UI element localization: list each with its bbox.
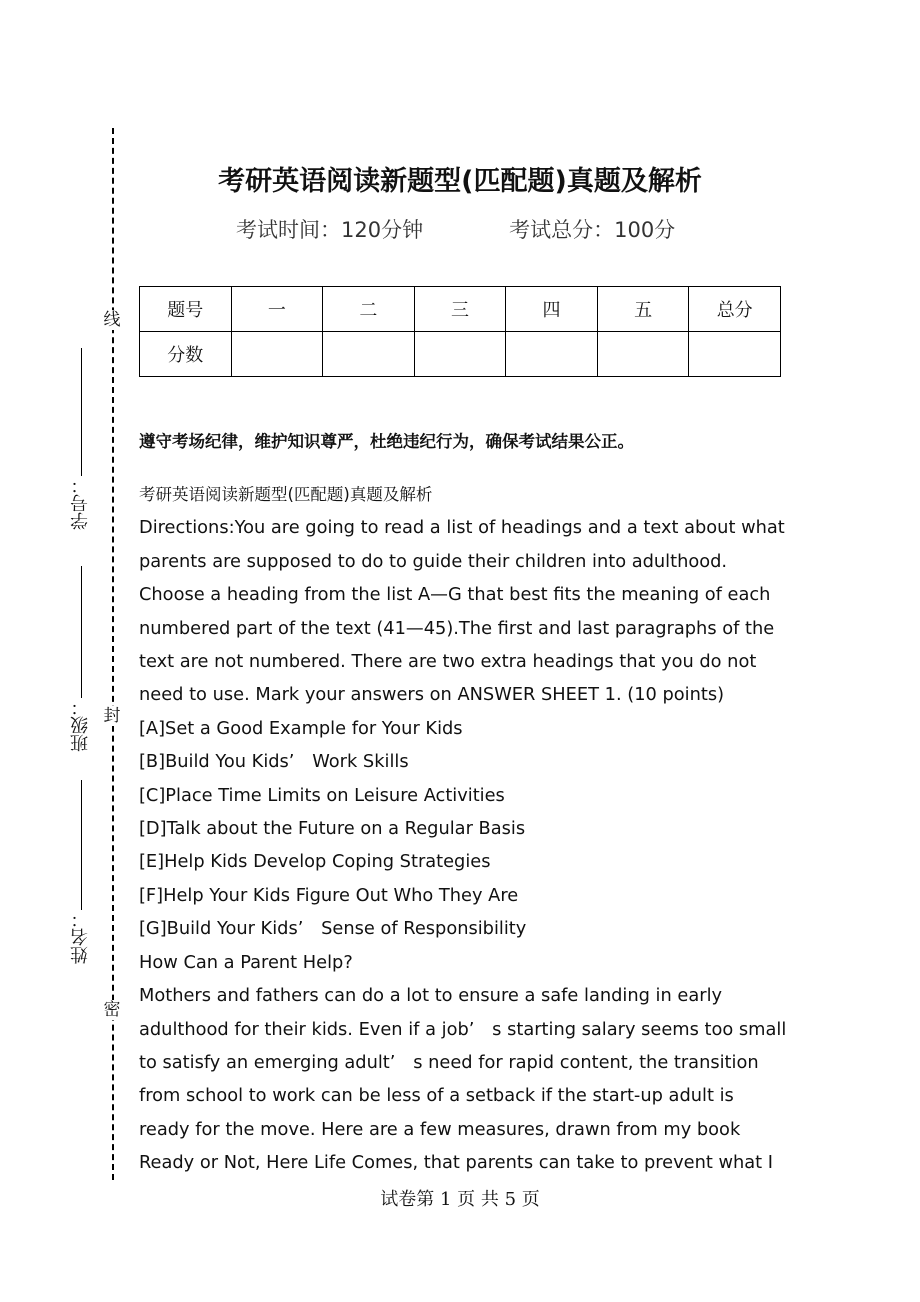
header-cell-3: 三 <box>414 287 506 332</box>
page-title: 考研英语阅读新题型(匹配题)真题及解析 <box>218 166 702 197</box>
binding-mark-seal: 封 <box>103 706 121 726</box>
option-b: [B]Build You Kids’ Work Skills <box>139 751 409 773</box>
option-e: [E]Help Kids Develop Coping Strategies <box>139 851 491 873</box>
option-g: [G]Build Your Kids’ Sense of Responsibility <box>139 918 527 940</box>
score-table-header-row <box>140 287 781 332</box>
class-blank <box>81 566 82 698</box>
binding-mark-line: 线 <box>103 310 121 330</box>
name-field <box>68 780 94 970</box>
student-id-field <box>68 348 94 536</box>
section-subtitle: 考研英语阅读新题型(匹配题)真题及解析 <box>139 485 433 504</box>
passage-paragraph: Mothers and fathers can do a lot to ensure a safe landing in early adulthood for their kids. Even if a job’ s starting salary seems too small to satisfy an emerging adult’ s need for rapid content, the transition from school to work can be less of a setback if the start-up adult is ready for the move. Here are a few measures, drawn from my book Ready or Not, Here Life Comes, that parents can take to prevent what I <box>139 985 787 1174</box>
exam-total-score: 考试总分：100分 <box>509 218 676 242</box>
option-a: [A]Set a Good Example for Your Kids <box>139 717 463 739</box>
score-row-label: 分数 <box>140 332 232 377</box>
header-cell-total: 总分 <box>689 287 781 332</box>
score-cell-3 <box>414 332 506 377</box>
binding-mark-secret: 密 <box>103 1000 121 1020</box>
header-cell-2: 二 <box>323 287 415 332</box>
class-field <box>68 566 94 758</box>
score-cell-4 <box>506 332 598 377</box>
directions-text: Directions:You are going to read a list of headings and a text about what parents are supposed to do to guide their children into adulthood. Choose a heading from the list A—G that best fits the meaning of each numbered part of the text (41—45).The first and last paragraphs of the text are not numbered. There are two extra headings that you do not need to use. Mark your answers on ANSWER SHEET 1. (10 points) <box>139 517 785 706</box>
binding-dashed-line <box>112 128 114 1180</box>
class-label: 班级： <box>70 698 91 752</box>
score-cell-5 <box>597 332 689 377</box>
exam-notice: 遵守考场纪律，维护知识尊严，杜绝违纪行为，确保考试结果公正。 <box>139 432 634 451</box>
header-cell-4: 四 <box>506 287 598 332</box>
name-blank <box>81 780 82 910</box>
exam-time: 考试时间：120分钟 <box>236 218 424 242</box>
header-cell-1: 一 <box>231 287 323 332</box>
page-footer: 试卷第 1 页 共 5 页 <box>380 1189 540 1210</box>
score-table-score-row <box>140 332 781 377</box>
score-cell-2 <box>323 332 415 377</box>
student-id-label: 学号： <box>70 476 91 530</box>
student-id-blank <box>81 348 82 476</box>
score-cell-1 <box>231 332 323 377</box>
option-c: [C]Place Time Limits on Leisure Activities <box>139 784 505 806</box>
name-label: 姓名： <box>70 910 91 964</box>
option-d: [D]Talk about the Future on a Regular Basis <box>139 818 526 840</box>
option-f: [F]Help Your Kids Figure Out Who They Are <box>139 884 519 906</box>
score-table <box>139 286 781 377</box>
question-heading: How Can a Parent Help? <box>139 951 353 973</box>
exam-info <box>236 215 756 245</box>
question-body <box>139 478 789 1180</box>
score-cell-total <box>689 332 781 377</box>
header-cell-5: 五 <box>597 287 689 332</box>
header-cell-question-no: 题号 <box>140 287 232 332</box>
